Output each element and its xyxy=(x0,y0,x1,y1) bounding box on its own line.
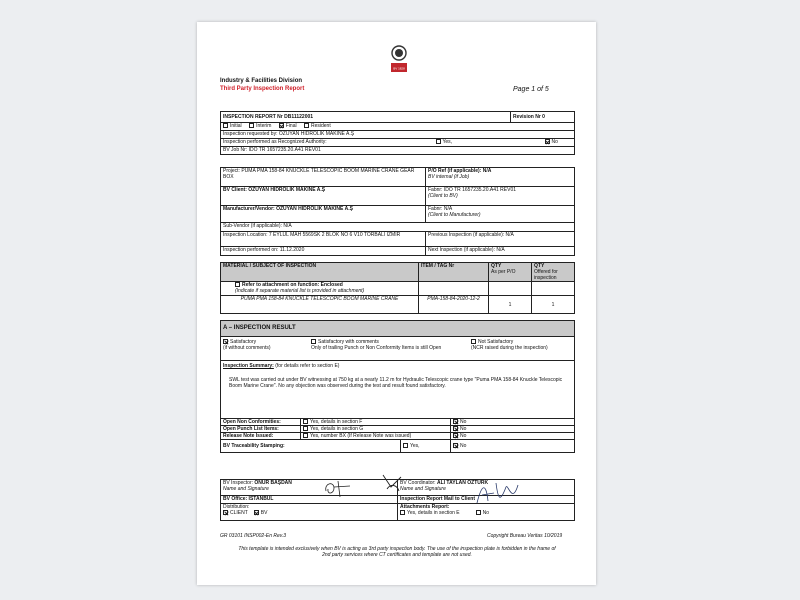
disclaimer: This template is intended exclusively when BV is acting as 3rd party inspection body. The use of the inspection plate is forbidden in the frame of 2nd party services where CT certificates and template are not used. xyxy=(238,546,556,558)
requested-by: Inspection requested by: ÖZUYAN HİDROLİK MAKİNE A.Ş xyxy=(221,131,575,139)
satisfactory-checkbox[interactable] xyxy=(223,339,228,344)
material-table: MATERIAL / SUBJECT OF INSPECTION ITEM / TAG Nr QTY As per P/O QTY Offered for inspection Refer to attachment on function: Enclosed (Indicate if separate material list is provided in attachment) PUMA PMA 158-84 KNUCKLE TELESCOPIC BOOM MARINE CRANE PMA-158-84-2020-12-2 1 1 xyxy=(220,262,575,314)
punch-yes-checkbox[interactable] xyxy=(303,426,308,431)
release-yes-checkbox[interactable] xyxy=(303,433,308,438)
report-page xyxy=(197,22,596,585)
material-header: MATERIAL / SUBJECT OF INSPECTION xyxy=(221,263,419,282)
item-description: PUMA PMA 158-84 KNUCKLE TELESCOPIC BOOM MARINE CRANE xyxy=(221,296,419,314)
bv-client: BV Client: ÖZUYAN HİDROLİK MAKİNE A.Ş xyxy=(221,187,426,206)
form-code: GR 03101 INSP002-En Rev.3 xyxy=(220,533,287,539)
not-satisfactory-checkbox[interactable] xyxy=(471,339,476,344)
final-checkbox[interactable] xyxy=(279,123,284,128)
inspector-name: ONUR BAŞDAN xyxy=(254,480,292,486)
bv-office: BV Office: İSTANBUL xyxy=(221,496,398,504)
po-ref: P/O Ref (if applicable): N/A xyxy=(428,168,492,174)
attach-no-checkbox[interactable] xyxy=(476,510,481,515)
inspection-date: Inspection performed on: 11.12.2020 xyxy=(221,247,426,256)
recognized-authority-row: Inspection performed as Recognized Authority: Yes, No xyxy=(221,139,575,147)
qty-po: 1 xyxy=(489,296,532,314)
summary-text: SWL test was carried out under BV witnessing at 750 kg at a nearly 11.2 m for Hydraulic Telescopic crane type "Puma PMA 158-84 Knuckle Telescopic Boom Marine Crane". No any objection was observed during the test and result found satisfactory. xyxy=(229,377,563,389)
stamping-mark xyxy=(377,471,407,493)
manufacturer: Manufacturer/Vendor: ÖZUYAN HİDROLİK MAKİNE A.Ş xyxy=(221,206,426,223)
inspection-result-title: A – INSPECTION RESULT xyxy=(221,321,575,337)
inspector-signature xyxy=(322,477,358,499)
report-number: INSPECTION REPORT Nr DB11122001 xyxy=(221,112,511,123)
copyright: Copyright Bureau Veritas 10/2019 xyxy=(487,533,563,539)
report-subtitle: Third Party Inspection Report xyxy=(220,86,305,92)
report-type-row: Initial Interim Final Resident xyxy=(221,123,575,131)
report-mail: Inspection Report Mail to Client xyxy=(398,496,575,504)
recognized-yes-checkbox[interactable] xyxy=(436,139,441,144)
stamping-label: BV Traceability Stamping: xyxy=(221,440,401,453)
nc-no-checkbox[interactable] xyxy=(453,419,458,424)
job-number: BV Job Nr: IDO TR 1657235.20.A41 REV01 xyxy=(221,147,575,155)
svg-text:BV 1828: BV 1828 xyxy=(393,66,405,71)
fabnr-manufacturer: Fabnr: N/A xyxy=(428,206,453,212)
interim-checkbox[interactable] xyxy=(249,123,254,128)
coordinator-signature xyxy=(472,479,522,509)
fabnr-client: Fabnr: IDO TR 1657235.20.A41 REV01 xyxy=(428,187,517,193)
attachment-checkbox[interactable] xyxy=(235,282,240,287)
report-header-table xyxy=(220,111,575,155)
project-table: Project: PUMA PMA 158-84 KNUCKLE TELESCOPIC BOOM MARINE CRANE GEAR BOX P/O Ref (if applicable): N/A BV internal (if Job) BV Client: ÖZUYAN HİDROLİK MAKİNE A.Ş Fabnr: IDO TR 1657235.20.A41 REV01 (Client to BV) Manufacturer/Vendor: ÖZUYAN HİDROLİK MAKİNE A.Ş Fabnr: N/A (Client to Manufacturer) Sub-Vendor (if applicable): N/A Inspection Location: 7 EYLÜL MAH 5569SK 2 BLOK NO 6 V10 TORBALI İZMİR Previous Inspection (if applicable): N/A Inspection performed on: 11.12.2020 Next Inspection (if applicable): N/A xyxy=(220,167,575,256)
recognized-no-checkbox[interactable] xyxy=(545,139,550,144)
bureau-veritas-logo xyxy=(390,44,408,74)
item-tag: PMA-158-84-2020-12-2 xyxy=(419,296,489,314)
item-tag-header: ITEM / TAG Nr xyxy=(419,263,489,282)
signature-table: BV Inspector: ONUR BAŞDAN Name and Signature BV Coordinator: ALİ TAYLAN ÖZTÜRK Name and Signature BV Office: İSTANBUL Inspection Report Mail to Client Distribution: CLIENT BV Attachments Report: Yes, details in section E No xyxy=(220,479,575,521)
qty-offered: 1 xyxy=(532,296,575,314)
previous-inspection: Previous Inspection (if applicable): N/A xyxy=(426,232,575,247)
release-no-checkbox[interactable] xyxy=(453,433,458,438)
project-name: Project: PUMA PMA 158-84 KNUCKLE TELESCOPIC BOOM MARINE CRANE GEAR BOX xyxy=(221,168,426,187)
client-checkbox[interactable] xyxy=(223,510,228,515)
page-number: Page 1 of 5 xyxy=(513,86,549,93)
stamping-no-checkbox[interactable] xyxy=(453,443,458,448)
initial-checkbox[interactable] xyxy=(223,123,228,128)
inspection-location: Inspection Location: 7 EYLÜL MAH 5569SK 2 BLOK NO 6 V10 TORBALI İZMİR xyxy=(221,232,426,247)
nc-yes-checkbox[interactable] xyxy=(303,419,308,424)
stamping-yes-checkbox[interactable] xyxy=(403,443,408,448)
coordinator-name: ALİ TAYLAN ÖZTÜRK xyxy=(436,480,489,486)
revision-number: Revision Nr 0 xyxy=(511,112,575,123)
bv-checkbox[interactable] xyxy=(254,510,259,515)
resident-checkbox[interactable] xyxy=(304,123,309,128)
punch-no-checkbox[interactable] xyxy=(453,426,458,431)
next-inspection: Next Inspection (if applicable): N/A xyxy=(426,247,575,256)
sub-vendor: Sub-Vendor (if applicable): N/A xyxy=(221,223,575,232)
inspection-result-table: A – INSPECTION RESULT Satisfactory (if without comments) Satisfactory with comments Only of trailing Punch or Non Conformity Items is still Open Not Satisfactory (NCR raised during the inspection) Inspection Summary: (for details refer to section E) SWL test was carried out under BV witnessing at 750 kg at a nearly 11.2 m for Hydraulic Telescopic crane type "Puma PMA 158-84 Knuckle Telescopic Boom Marine Crane". No any objection was observed during the test and result found satisfactory. Open Non Conformities: Yes, details in section F No Open Punch List Items: Yes, details in section G No Release Note Issued: Yes, number BX (If Release Note was issued) No BV Traceability Stamping: Yes, No xyxy=(220,320,575,453)
attach-yes-checkbox[interactable] xyxy=(400,510,405,515)
with-comments-checkbox[interactable] xyxy=(311,339,316,344)
division-title: Industry & Facilities Division xyxy=(220,78,303,84)
summary-label: Inspection Summary: xyxy=(223,363,274,369)
